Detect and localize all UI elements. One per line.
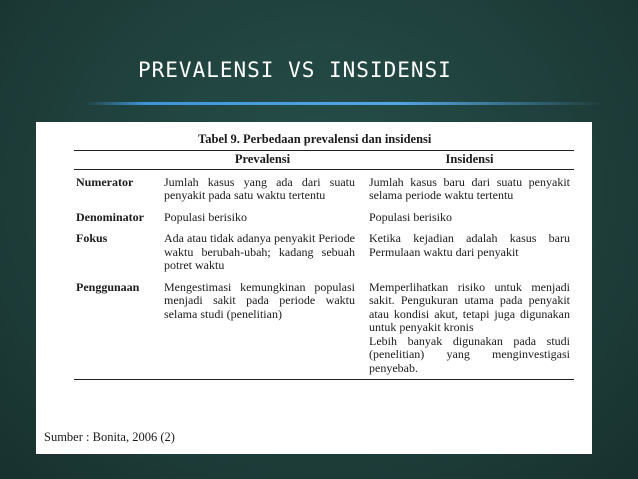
header-insidensi: Insidensi: [365, 151, 574, 170]
table-row-denominator: [74, 205, 574, 227]
slide-title: PREVALENSI VS INSIDENSI: [138, 58, 452, 82]
cell-insidensi: [365, 275, 574, 380]
header-prevalensi: Prevalensi: [160, 151, 365, 170]
table-row-penggunaan: [74, 275, 574, 380]
cell-prevalensi: Mengestimasi kemungkinan populasi menjadi sakit pada periode waktu selama studi (penelitian): [160, 275, 365, 380]
title-underline: [84, 102, 604, 105]
table-row-numerator: [74, 169, 574, 205]
table-caption: Tabel 9. Perbedaan prevalensi dan insidensi: [198, 132, 432, 146]
comparison-table: [74, 150, 574, 380]
cell-insidensi-text: Memperlihatkan risiko untuk menjadi sakit. Pengukuran utama pada penyakit atau kondisi akut, tetapi juga digunakan untuk penyakit kronis: [369, 279, 570, 334]
cell-insidensi: Jumlah kasus baru dari suatu penyakit selama periode waktu tertentu: [369, 174, 570, 202]
cell-prevalensi: Jumlah kasus yang ada dari suatu penyakit pada satu waktu tertentu: [164, 174, 355, 202]
document-image: [36, 122, 592, 454]
table-row-fokus: [74, 226, 574, 275]
cell-insidensi: Populasi berisiko: [369, 209, 452, 224]
cell-prevalensi: Populasi berisiko: [164, 209, 247, 224]
header-empty: [74, 151, 160, 170]
cell-insidensi-extra: Lebih banyak digunakan pada studi (penelitian) yang menginvestigasi penyebab.: [369, 333, 570, 375]
cell-prevalensi: Ada atau tidak adanya penyakit Periode waktu berubah-ubah; kadang sebuah potret waktu: [164, 231, 355, 272]
cell-insidensi: Ketika kejadian adalah kasus baru Permulaan waktu dari penyakit: [369, 231, 570, 259]
row-label: Numerator: [76, 174, 134, 189]
row-label: Fokus: [76, 231, 108, 245]
source-citation: Sumber : Bonita, 2006 (2): [44, 430, 175, 444]
row-label: Penggunaan: [74, 275, 160, 380]
table-header-row: [74, 151, 574, 170]
row-label: Denominator: [76, 209, 144, 224]
